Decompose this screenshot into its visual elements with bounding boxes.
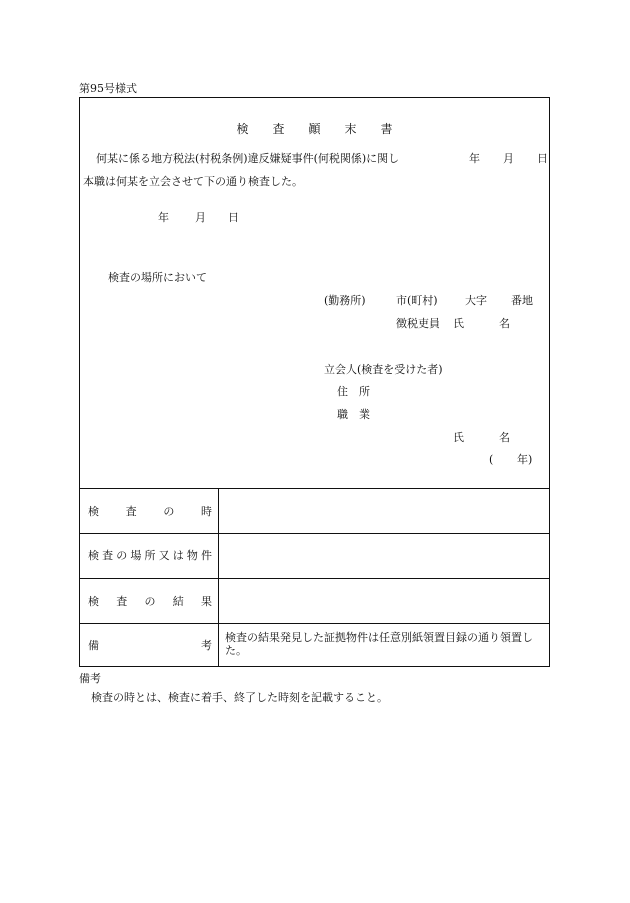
intro-line-1: 何某に係る地方税法(村税条例)違反嫌疑事件(何税関係)に関し <box>96 152 400 165</box>
officer-workplace: (勤務所) <box>324 294 366 307</box>
date2-day: 日 <box>228 211 239 224</box>
row-label-char: 所 <box>144 549 156 562</box>
officer-title: 徴税吏員 <box>396 317 440 330</box>
table-rule-1 <box>80 533 549 534</box>
table-rule-3 <box>80 623 549 624</box>
row-label-char: 検 <box>88 549 99 562</box>
row-label-char: 又 <box>158 549 170 562</box>
remarks-heading: 備考 <box>79 672 101 685</box>
row-label-char: 備 <box>88 639 99 652</box>
witness-address: 住 所 <box>337 385 370 398</box>
form-frame <box>79 97 550 667</box>
officer-oaza: 大字 <box>465 294 487 307</box>
officer-banchi: 番地 <box>511 294 533 307</box>
row-label-inspection-time <box>88 506 212 517</box>
date2-month: 月 <box>195 211 206 224</box>
row-label-char: 考 <box>201 639 212 652</box>
row-label-char: 果 <box>201 595 212 608</box>
inspection-place-line: 検査の場所において <box>108 271 207 284</box>
witness-heading: 立会人(検査を受けた者) <box>324 363 443 376</box>
row-label-char: 物 <box>186 549 198 562</box>
row-label-char: 時 <box>200 505 212 518</box>
witness-name-label-1: 氏 <box>453 431 464 444</box>
remarks-text: 検査の時とは、検査に着手、終了した時刻を記載すること。 <box>91 691 388 704</box>
date1-day: 日 <box>537 152 548 165</box>
row-label-char: 査 <box>125 505 137 518</box>
officer-name-label-2: 名 <box>499 317 510 330</box>
row-label-char: の <box>116 549 128 562</box>
witness-age-open: ( <box>489 453 494 466</box>
row-label-char: 場 <box>130 549 142 562</box>
row-label-char: 検 <box>88 505 99 518</box>
witness-occupation: 職 業 <box>337 408 370 421</box>
row-label-char: 検 <box>88 595 99 608</box>
row-label-inspection-place <box>88 550 212 561</box>
row-label-char: 査 <box>102 549 114 562</box>
date1-year: 年 <box>469 152 480 165</box>
row-label-char: は <box>172 549 184 562</box>
row-label-inspection-result <box>88 596 212 607</box>
row-label-char: 結 <box>172 595 184 608</box>
officer-name-label-1: 氏 <box>453 317 464 330</box>
row-value-remarks: 検査の結果発見した証拠物件は任意別紙領置目録の通り領置した。 <box>225 631 533 657</box>
date2-year: 年 <box>158 211 169 224</box>
date1-month: 月 <box>503 152 514 165</box>
witness-age-close: 年) <box>517 453 533 466</box>
row-label-char: の <box>163 505 175 518</box>
table-top-rule <box>80 488 549 489</box>
form-number: 第95号様式 <box>79 82 137 95</box>
row-label-char: 件 <box>201 549 212 562</box>
table-rule-2 <box>80 578 549 579</box>
intro-line-2: 本職は何某を立会させて下の通り検査した。 <box>83 175 303 188</box>
row-label-char: 査 <box>116 595 128 608</box>
witness-name-label-2: 名 <box>499 431 510 444</box>
officer-city: 市(町村) <box>396 294 438 307</box>
document-title: 検 査 顚 末 書 <box>236 122 393 136</box>
table-column-divider <box>218 488 219 666</box>
row-label-char: の <box>144 595 156 608</box>
row-label-remarks <box>88 640 212 651</box>
